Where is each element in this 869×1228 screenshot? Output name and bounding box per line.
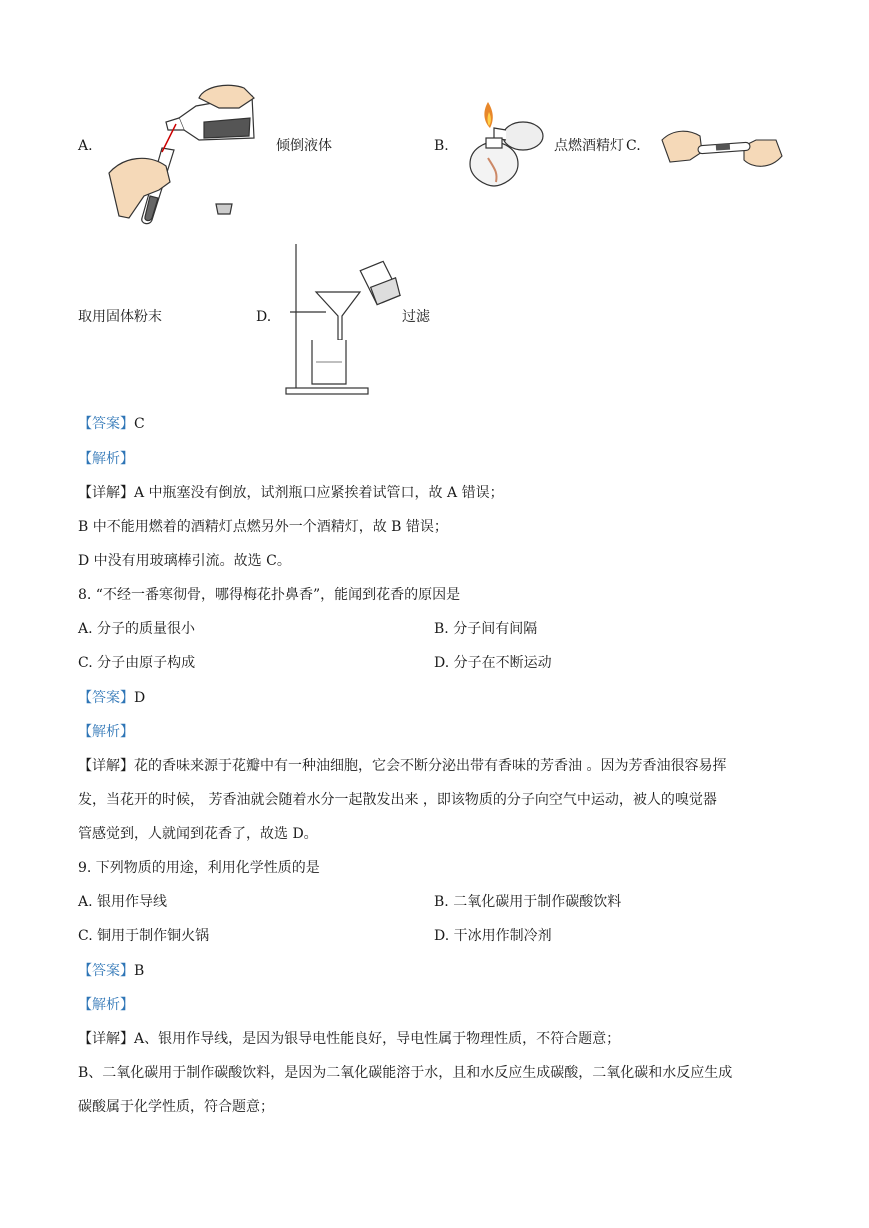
detail-tag: 【详解】	[78, 758, 134, 774]
q7-option-a-label: A.	[78, 138, 93, 154]
q8-option-b: B. 分子间有间隔	[434, 621, 538, 637]
q7-detail-line-1	[78, 483, 504, 503]
q7-option-d-caption: 过滤	[402, 309, 430, 325]
q9-option-d: D. 干冰用作制冷剂	[434, 928, 552, 944]
q8-answer-line	[78, 688, 145, 708]
take-solid-powder-figure	[660, 126, 786, 174]
q7-analysis-tag	[78, 449, 134, 469]
q7-option-a-caption: 倾倒液体	[276, 138, 332, 154]
q7-option-b-caption: 点燃酒精灯	[554, 138, 624, 154]
analysis-tag: 【解析】	[78, 451, 134, 467]
q8-option-d: D. 分子在不断运动	[434, 655, 552, 671]
q7-option-d-label: D.	[256, 309, 272, 325]
q7-option-b-label: B.	[434, 138, 449, 154]
q9-detail-line-2: B、二氧化碳用于制作碳酸饮料，是因为二氧化碳能溶于水，且和水反应生成碳酸，二氧化碳和水反应生成	[78, 1065, 733, 1081]
answer-value: D	[134, 690, 146, 706]
q9-analysis-tag	[78, 995, 134, 1015]
q8-detail-line-3: 管感觉到，人就闻到花香了，故选 D。	[78, 826, 318, 842]
answer-value: B	[134, 963, 145, 979]
q9-stem: 9. 下列物质的用途，利用化学性质的是	[78, 860, 320, 876]
q9-option-a: A. 银用作导线	[78, 894, 168, 910]
q7-detail-line-2: B 中不能用燃着的酒精灯点燃另外一个酒精灯，故 B 错误；	[78, 519, 448, 535]
q9-option-b: B. 二氧化碳用于制作碳酸饮料	[434, 894, 622, 910]
detail-text: A、银用作导线，是因为银导电性能良好，导电性属于物理性质，不符合题意；	[134, 1031, 621, 1047]
detail-text: 花的香味来源于花瓣中有一种油细胞，它会不断分泌出带有香味的芳香油 。因为芳香油很容易挥	[134, 758, 727, 774]
q8-option-a: A. 分子的质量很小	[78, 621, 196, 637]
answer-tag: 【答案】	[78, 963, 134, 979]
q7-option-c-label: C.	[626, 138, 641, 154]
q8-option-c: C. 分子由原子构成	[78, 655, 196, 671]
q7-option-c-caption: 取用固体粉末	[78, 309, 162, 325]
pour-liquid-figure	[104, 78, 260, 226]
q9-detail-line-3: 碳酸属于化学性质，符合题意；	[78, 1099, 274, 1115]
light-alcohol-lamp-figure	[458, 98, 550, 194]
q9-detail-line-1	[78, 1029, 620, 1049]
detail-tag: 【详解】	[78, 1031, 134, 1047]
answer-tag: 【答案】	[78, 690, 134, 706]
q8-detail-line-1	[78, 756, 726, 776]
q9-option-c: C. 铜用于制作铜火锅	[78, 928, 210, 944]
analysis-tag: 【解析】	[78, 997, 134, 1013]
analysis-tag: 【解析】	[78, 724, 134, 740]
answer-value: C	[134, 416, 145, 432]
q7-detail-line-3: D 中没有用玻璃棒引流。故选 C。	[78, 553, 291, 569]
filtration-figure	[282, 242, 408, 398]
q7-answer-line	[78, 414, 145, 434]
answer-tag: 【答案】	[78, 416, 134, 432]
detail-tag: 【详解】	[78, 485, 134, 501]
q9-answer-line	[78, 961, 144, 981]
detail-text: A 中瓶塞没有倒放，试剂瓶口应紧挨着试管口，故 A 错误；	[134, 485, 504, 501]
q8-detail-line-2: 发，当花开的时候， 芳香油就会随着水分一起散发出来 ，即该物质的分子向空气中运动，被人的嗅觉器	[78, 792, 717, 808]
q8-analysis-tag	[78, 722, 134, 742]
q8-stem: 8. “不经一番寒彻骨，哪得梅花扑鼻香”，能闻到花香的原因是	[78, 587, 461, 603]
